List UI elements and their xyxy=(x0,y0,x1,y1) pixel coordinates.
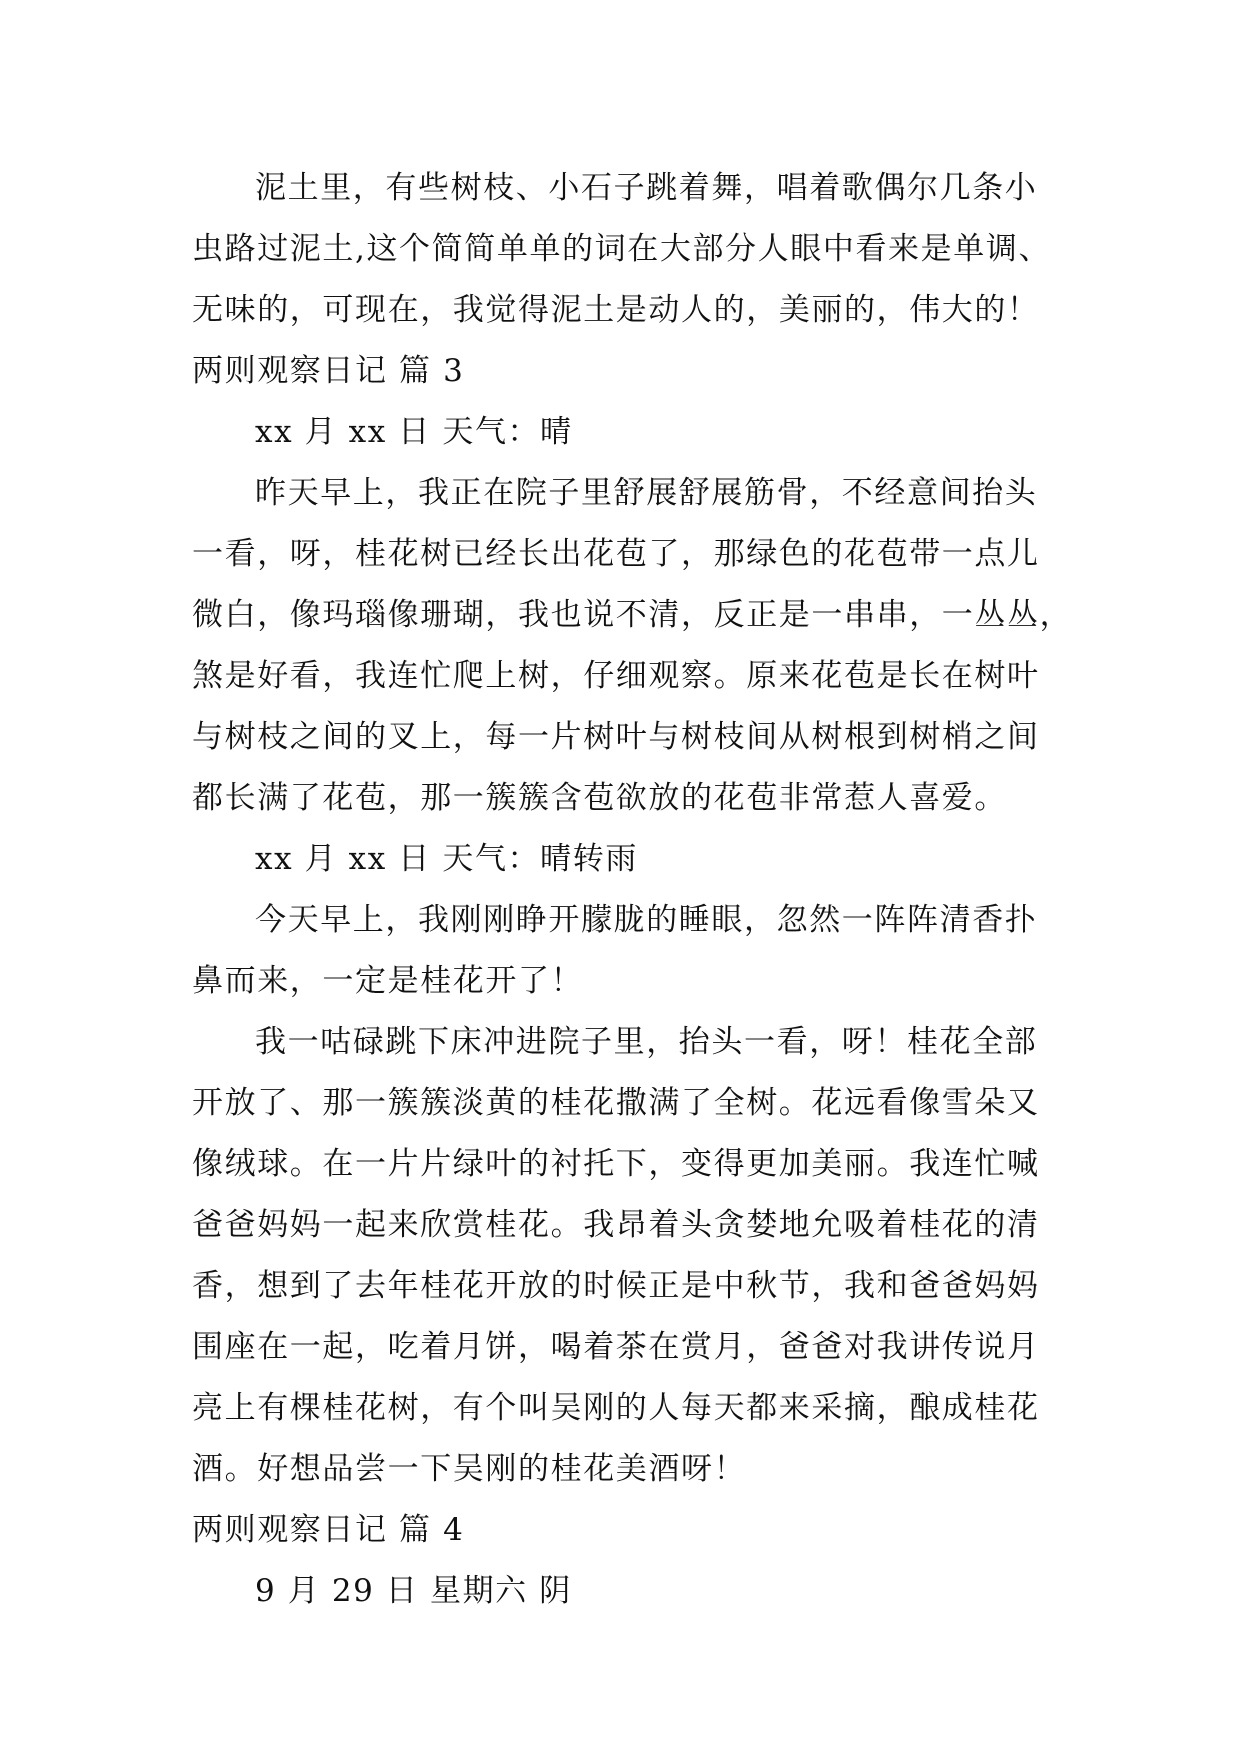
paragraph-line: 泥土里，有些树枝、小石子跳着舞，唱着歌偶尔几条小 xyxy=(255,170,1038,206)
paragraph-line: 我一咕碌跳下床冲进院子里，抬头一看，呀！桂花全部 xyxy=(255,1024,1038,1060)
section-heading: 两则观察日记 篇 4 xyxy=(192,1512,465,1548)
paragraph-line: 一看，呀，桂花树已经长出花苞了，那绿色的花苞带一点儿 xyxy=(192,536,1040,572)
paragraph-line: 煞是好看，我连忙爬上树，仔细观察。原来花苞是长在树叶 xyxy=(192,658,1040,694)
paragraph-line: 像绒球。在一片片绿叶的衬托下，变得更加美丽。我连忙喊 xyxy=(192,1146,1040,1182)
paragraph-line: 昨天早上，我正在院子里舒展舒展筋骨，不经意间抬头 xyxy=(255,475,1038,511)
paragraph-line: 酒。好想品尝一下吴刚的桂花美酒呀！ xyxy=(192,1451,747,1487)
paragraph-line: 微白，像玛瑙像珊瑚，我也说不清，反正是一串串，一丛丛， xyxy=(192,597,1073,633)
diary-date-line: xx 月 xx 日 天气：晴 xyxy=(255,414,573,450)
paragraph-line: 爸爸妈妈一起来欣赏桂花。我昂着头贪婪地允吸着桂花的清 xyxy=(192,1207,1040,1243)
paragraph-line: 虫路过泥土,这个简简单单的词在大部分人眼中看来是单调、 xyxy=(192,231,1052,267)
diary-date-line: xx 月 xx 日 天气：晴转雨 xyxy=(255,841,638,877)
paragraph-line: 无味的，可现在，我觉得泥土是动人的，美丽的，伟大的！ xyxy=(192,292,1040,328)
paragraph-line: 今天早上，我刚刚睁开朦胧的睡眼，忽然一阵阵清香扑 xyxy=(255,902,1038,938)
paragraph-line: 香，想到了去年桂花开放的时候正是中秋节，我和爸爸妈妈 xyxy=(192,1268,1040,1304)
paragraph-line: 围座在一起，吃着月饼，喝着茶在赏月，爸爸对我讲传说月 xyxy=(192,1329,1040,1365)
paragraph-line: 亮上有棵桂花树，有个叫吴刚的人每天都来采摘，酿成桂花 xyxy=(192,1390,1040,1426)
paragraph-line: 开放了、那一簇簇淡黄的桂花撒满了全树。花远看像雪朵又 xyxy=(192,1085,1040,1121)
section-heading: 两则观察日记 篇 3 xyxy=(192,353,465,389)
diary-date-line: 9 月 29 日 星期六 阴 xyxy=(255,1573,572,1609)
paragraph-line: 都长满了花苞，那一簇簇含苞欲放的花苞非常惹人喜爱。 xyxy=(192,780,1007,816)
paragraph-line: 鼻而来，一定是桂花开了！ xyxy=(192,963,584,999)
paragraph-line: 与树枝之间的叉上，每一片树叶与树枝间从树根到树梢之间 xyxy=(192,719,1040,755)
